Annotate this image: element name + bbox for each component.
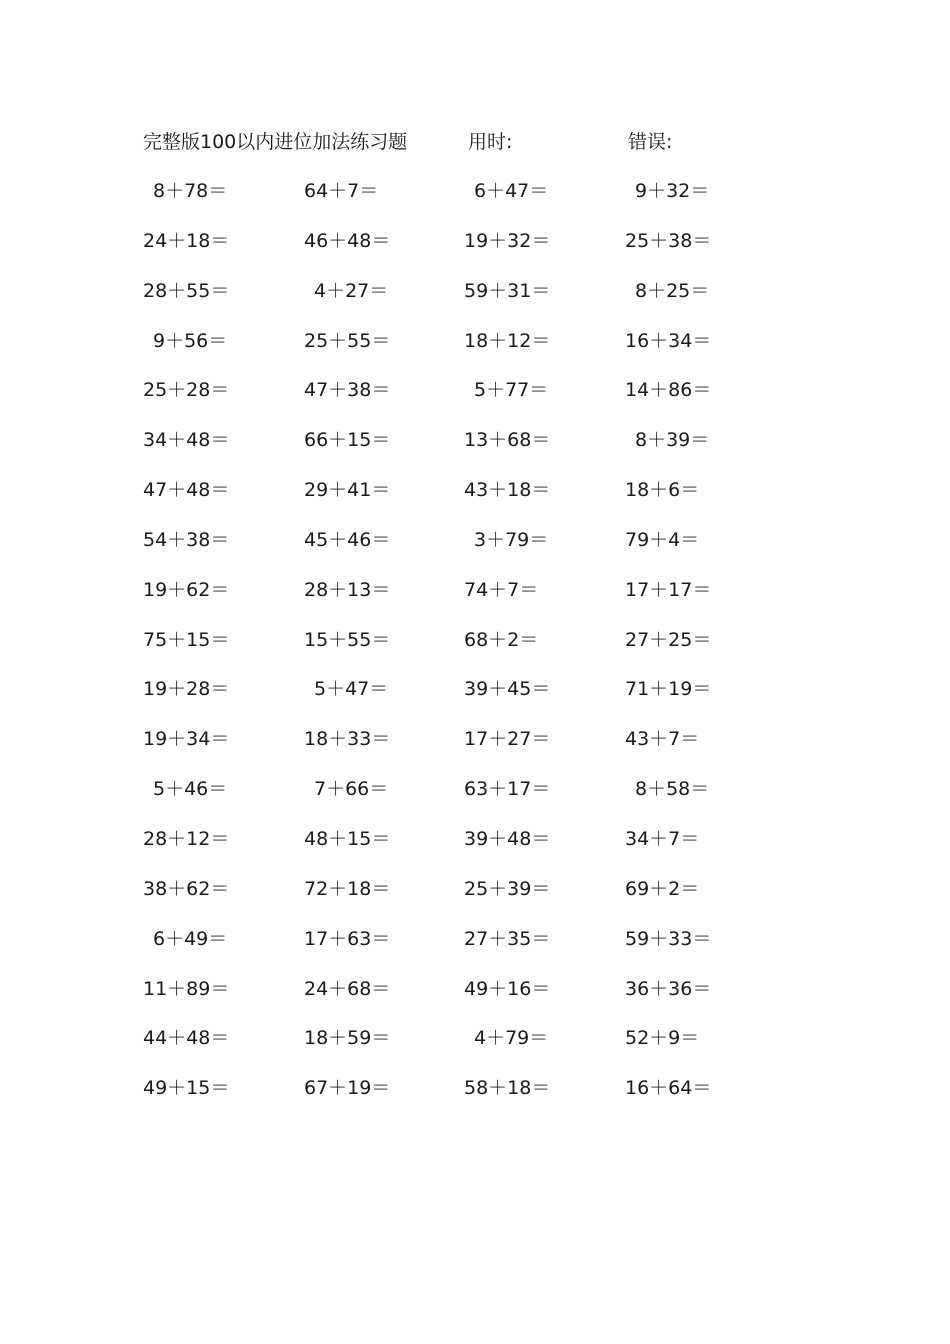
addition-problem: 63＋17＝ (464, 778, 551, 801)
addition-problem: 18＋33＝ (304, 728, 391, 751)
addition-problem: 72＋18＝ (304, 877, 391, 900)
problem-row (0, 627, 950, 677)
addition-problem: 8＋25＝ (635, 279, 710, 302)
addition-problem: 5＋46＝ (153, 778, 228, 801)
addition-problem: 27＋25＝ (625, 628, 712, 651)
addition-problem: 79＋4＝ (625, 528, 700, 551)
addition-problem: 9＋32＝ (635, 180, 710, 202)
addition-problem: 3＋79＝ (474, 528, 549, 551)
addition-problem: 28＋12＝ (143, 827, 230, 850)
addition-problem: 14＋86＝ (625, 379, 712, 402)
problem-row (0, 527, 950, 577)
addition-problem: 75＋15＝ (143, 628, 230, 651)
addition-problem: 48＋15＝ (304, 827, 391, 850)
addition-problem: 19＋34＝ (143, 728, 230, 751)
addition-problem: 5＋77＝ (474, 379, 549, 402)
addition-problem: 74＋7＝ (464, 578, 539, 601)
time-used-label: 用时: (468, 131, 513, 153)
problem-row (0, 178, 950, 228)
addition-problem: 19＋62＝ (143, 578, 230, 601)
addition-problem: 58＋18＝ (464, 1077, 551, 1100)
addition-problem: 16＋64＝ (625, 1077, 712, 1100)
problem-row (0, 577, 950, 627)
problem-row (0, 377, 950, 427)
error-count-label: 错误: (628, 131, 673, 153)
addition-problem: 47＋38＝ (304, 379, 391, 402)
addition-problem: 46＋48＝ (304, 229, 391, 252)
problem-row (0, 726, 950, 776)
problem-row (0, 826, 950, 876)
addition-problem: 7＋66＝ (314, 778, 389, 801)
addition-problem: 17＋63＝ (304, 927, 391, 950)
problem-row (0, 228, 950, 278)
addition-problem: 16＋34＝ (625, 329, 712, 352)
addition-problem: 39＋48＝ (464, 827, 551, 850)
addition-problem: 36＋36＝ (625, 977, 712, 1000)
addition-problem: 11＋89＝ (143, 977, 230, 1000)
addition-problem: 8＋78＝ (153, 180, 228, 202)
addition-problem: 9＋56＝ (153, 329, 228, 352)
problem-row (0, 1075, 950, 1125)
problem-row (0, 976, 950, 1026)
addition-problem: 19＋32＝ (464, 229, 551, 252)
addition-problem: 17＋17＝ (625, 578, 712, 601)
addition-problem: 25＋38＝ (625, 229, 712, 252)
addition-problem: 59＋31＝ (464, 279, 551, 302)
addition-problem: 68＋2＝ (464, 628, 539, 651)
addition-problem: 34＋7＝ (625, 827, 700, 850)
problem-row (0, 278, 950, 328)
addition-problem: 19＋28＝ (143, 678, 230, 701)
addition-problem: 4＋27＝ (314, 279, 389, 302)
worksheet-header (0, 128, 950, 156)
problem-row (0, 876, 950, 926)
problem-row (0, 926, 950, 976)
addition-problem: 25＋55＝ (304, 329, 391, 352)
addition-problem: 64＋7＝ (304, 180, 379, 202)
addition-problem: 71＋19＝ (625, 678, 712, 701)
addition-problem: 52＋9＝ (625, 1027, 700, 1050)
addition-problem: 49＋15＝ (143, 1077, 230, 1100)
addition-problem: 43＋7＝ (625, 728, 700, 751)
problem-row (0, 776, 950, 826)
addition-problem: 24＋68＝ (304, 977, 391, 1000)
addition-problem: 34＋48＝ (143, 429, 230, 452)
addition-problem: 54＋38＝ (143, 528, 230, 551)
addition-problem: 18＋59＝ (304, 1027, 391, 1050)
problem-row (0, 328, 950, 378)
addition-problem: 39＋45＝ (464, 678, 551, 701)
addition-problem: 18＋6＝ (625, 479, 700, 502)
addition-problem: 17＋27＝ (464, 728, 551, 751)
addition-problem: 47＋48＝ (143, 479, 230, 502)
addition-problem: 25＋39＝ (464, 877, 551, 900)
problem-grid (0, 178, 950, 1125)
addition-problem: 29＋41＝ (304, 479, 391, 502)
addition-problem: 4＋79＝ (474, 1027, 549, 1050)
addition-problem: 15＋55＝ (304, 628, 391, 651)
addition-problem: 8＋58＝ (635, 778, 710, 801)
addition-problem: 67＋19＝ (304, 1077, 391, 1100)
addition-problem: 66＋15＝ (304, 429, 391, 452)
addition-problem: 27＋35＝ (464, 927, 551, 950)
addition-problem: 43＋18＝ (464, 479, 551, 502)
addition-problem: 24＋18＝ (143, 229, 230, 252)
worksheet-title: 完整版100以内进位加法练习题 (143, 131, 408, 153)
addition-problem: 45＋46＝ (304, 528, 391, 551)
addition-problem: 5＋47＝ (314, 678, 389, 701)
addition-problem: 13＋68＝ (464, 429, 551, 452)
addition-problem: 44＋48＝ (143, 1027, 230, 1050)
addition-problem: 28＋55＝ (143, 279, 230, 302)
problem-row (0, 427, 950, 477)
addition-problem: 6＋47＝ (474, 180, 549, 202)
addition-problem: 49＋16＝ (464, 977, 551, 1000)
addition-problem: 59＋33＝ (625, 927, 712, 950)
addition-problem: 25＋28＝ (143, 379, 230, 402)
addition-problem: 38＋62＝ (143, 877, 230, 900)
problem-row (0, 1025, 950, 1075)
addition-problem: 18＋12＝ (464, 329, 551, 352)
problem-row (0, 477, 950, 527)
addition-problem: 8＋39＝ (635, 429, 710, 452)
addition-problem: 28＋13＝ (304, 578, 391, 601)
addition-problem: 69＋2＝ (625, 877, 700, 900)
problem-row (0, 676, 950, 726)
addition-problem: 6＋49＝ (153, 927, 228, 950)
